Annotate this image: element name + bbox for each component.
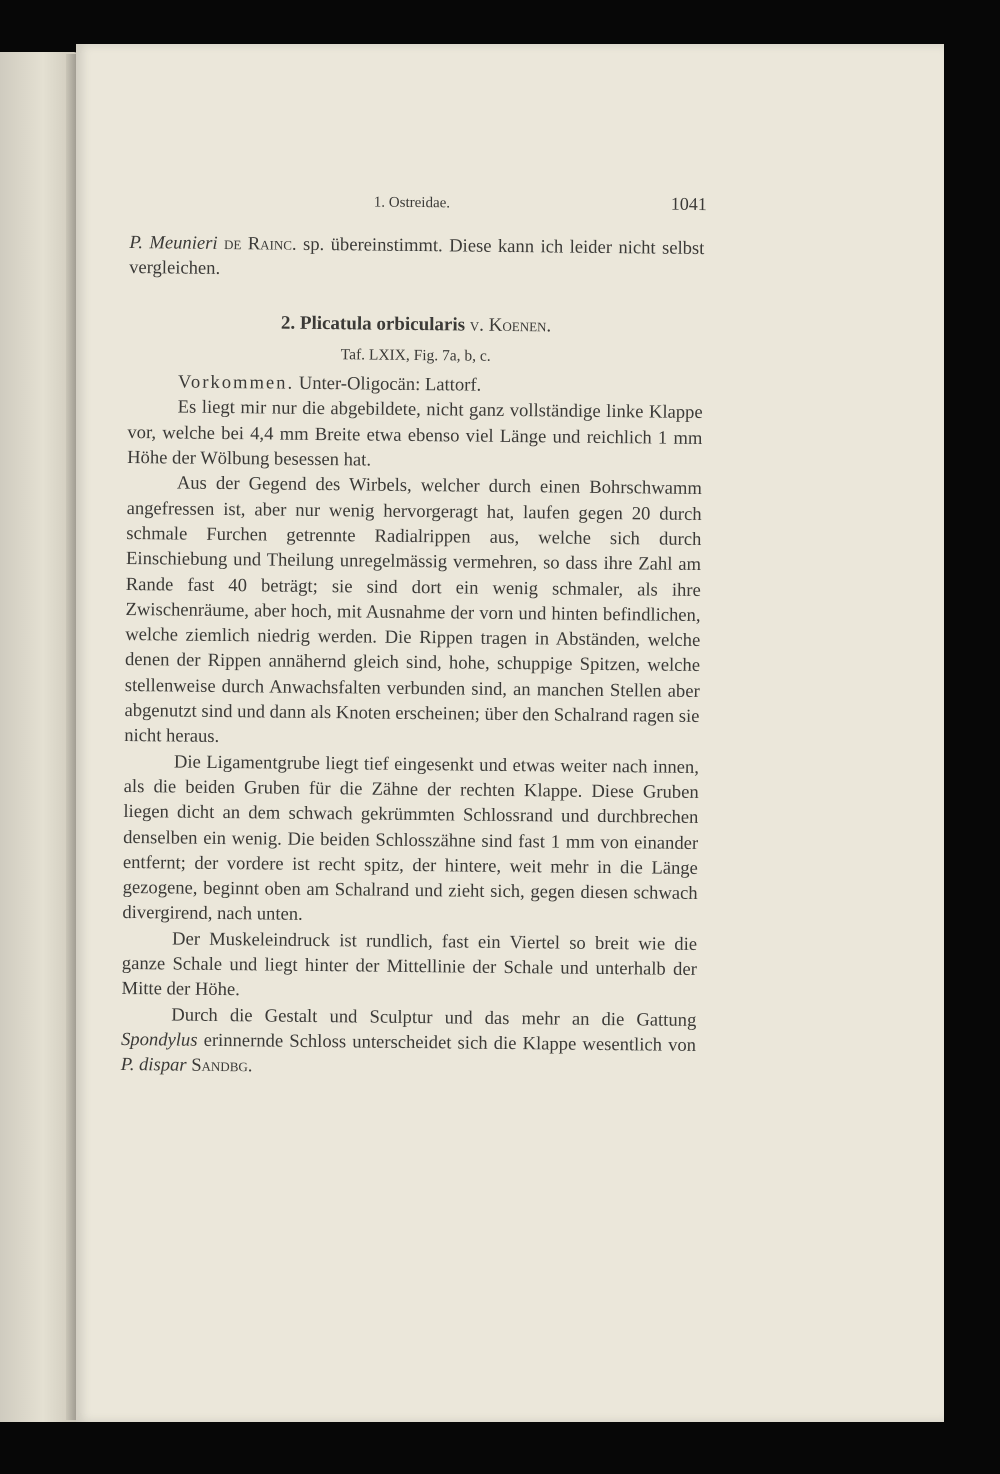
species-author: v. Koenen.: [469, 314, 552, 337]
plate-reference: Taf. LXIX, Fig. 7a, b, c.: [340, 346, 491, 365]
species-title: Plicatula orbicularis: [299, 312, 466, 336]
intro-paragraph: [129, 230, 704, 287]
species-name: P. Meunieri: [129, 231, 218, 254]
page-number: 1041: [670, 193, 707, 215]
paragraph-3: Die Ligamentgrube liegt tief eingesenkt und etwas weiter nach innen, als die beiden Gruben für die Zähne der rechten Klappe. Diese Gruben liegen dicht an dem schwach gekrümmten Schlossrand und durchbrechen denselben ein wenig. Die beiden Schlosszähne sind fast 1 mm von einander entfernt; der vordere ist recht spitz, der hintere, weit mehr in die Länge gezogene, beginnt oben am Schalrand und zieht sich, gegen diesen schwach divergirend, nach unten.: [122, 751, 700, 926]
paragraph-1: Es liegt mir nur die abgebildete, nicht ganz vollständige linke Klappe vor, welche bei 4,4 mm Breite etwa ebenso viel Länge und reichlich 1 mm Höhe der Wölbung besessen hat.: [127, 396, 703, 471]
paragraph-4: Der Muskeleindruck ist rundlich, fast ein Viertel so breit wie die ganze Schale und liegt hinter der Mittellinie der Schale und unterhalb der Mitte der Höhe.: [121, 928, 698, 1001]
genus-name: Spondylus: [120, 1028, 198, 1051]
paragraph-5-start: Durch die Gestalt und Sculptur und das mehr an die Gattung: [171, 1004, 697, 1031]
species-number: 2.: [280, 312, 296, 334]
occurrence-value: Unter-Oligocän: Lattorf.: [298, 372, 482, 396]
intro-text: sp. übereinstimmt. Diese kann ich leider: [302, 233, 613, 259]
paragraph-2: Aus der Gegend des Wirbels, welcher durch einen Bohrschwamm angefressen ist, aber nur wenig hervorgeragt hat, laufen gegen 20 durch schmale Furchen getrennte Radialrippen aus, welche sich durch Einschiebung und Theilung unregelmässig vermehren, so dass ihre Zahl am Rande fast 40 beträgt; sie sind dort ein wenig schmaler, als ihre Zwischenräume, aber hoch, mit Ausnahme der vorn und hinten befindlichen, welche ziemlich niedrig werden. Die Rippen tragen in Abständen, welche denen der Rippen annähernd gleich sind, hohe, schuppige Spitzen, welche stellenweise durch Anwachsfalten verbunden sind, an manchen Stellen aber abgenutzt sind und dann als Knoten erscheinen; über den Schalrand ragen sie nicht heraus.: [124, 472, 702, 748]
book-gutter-shadow: [66, 54, 76, 1420]
section-title: 1. Ostreidae.: [373, 194, 451, 212]
comparison-species: P. dispar: [120, 1054, 187, 1076]
comparison-author: Sandbg.: [191, 1054, 253, 1077]
intro-text-continued: nicht selbst vergleichen.: [129, 237, 705, 280]
running-header: [130, 186, 705, 218]
paragraph-5: [121, 1002, 697, 1084]
species-heading: [128, 309, 703, 340]
paragraph-5-middle: erinnernde Schloss unterscheidet sich die Klappe wesentlich von: [203, 1029, 697, 1056]
occurrence-label: Vorkommen.: [177, 371, 295, 394]
author-name: de Rainc.: [223, 232, 297, 255]
page-text: [121, 186, 705, 1083]
